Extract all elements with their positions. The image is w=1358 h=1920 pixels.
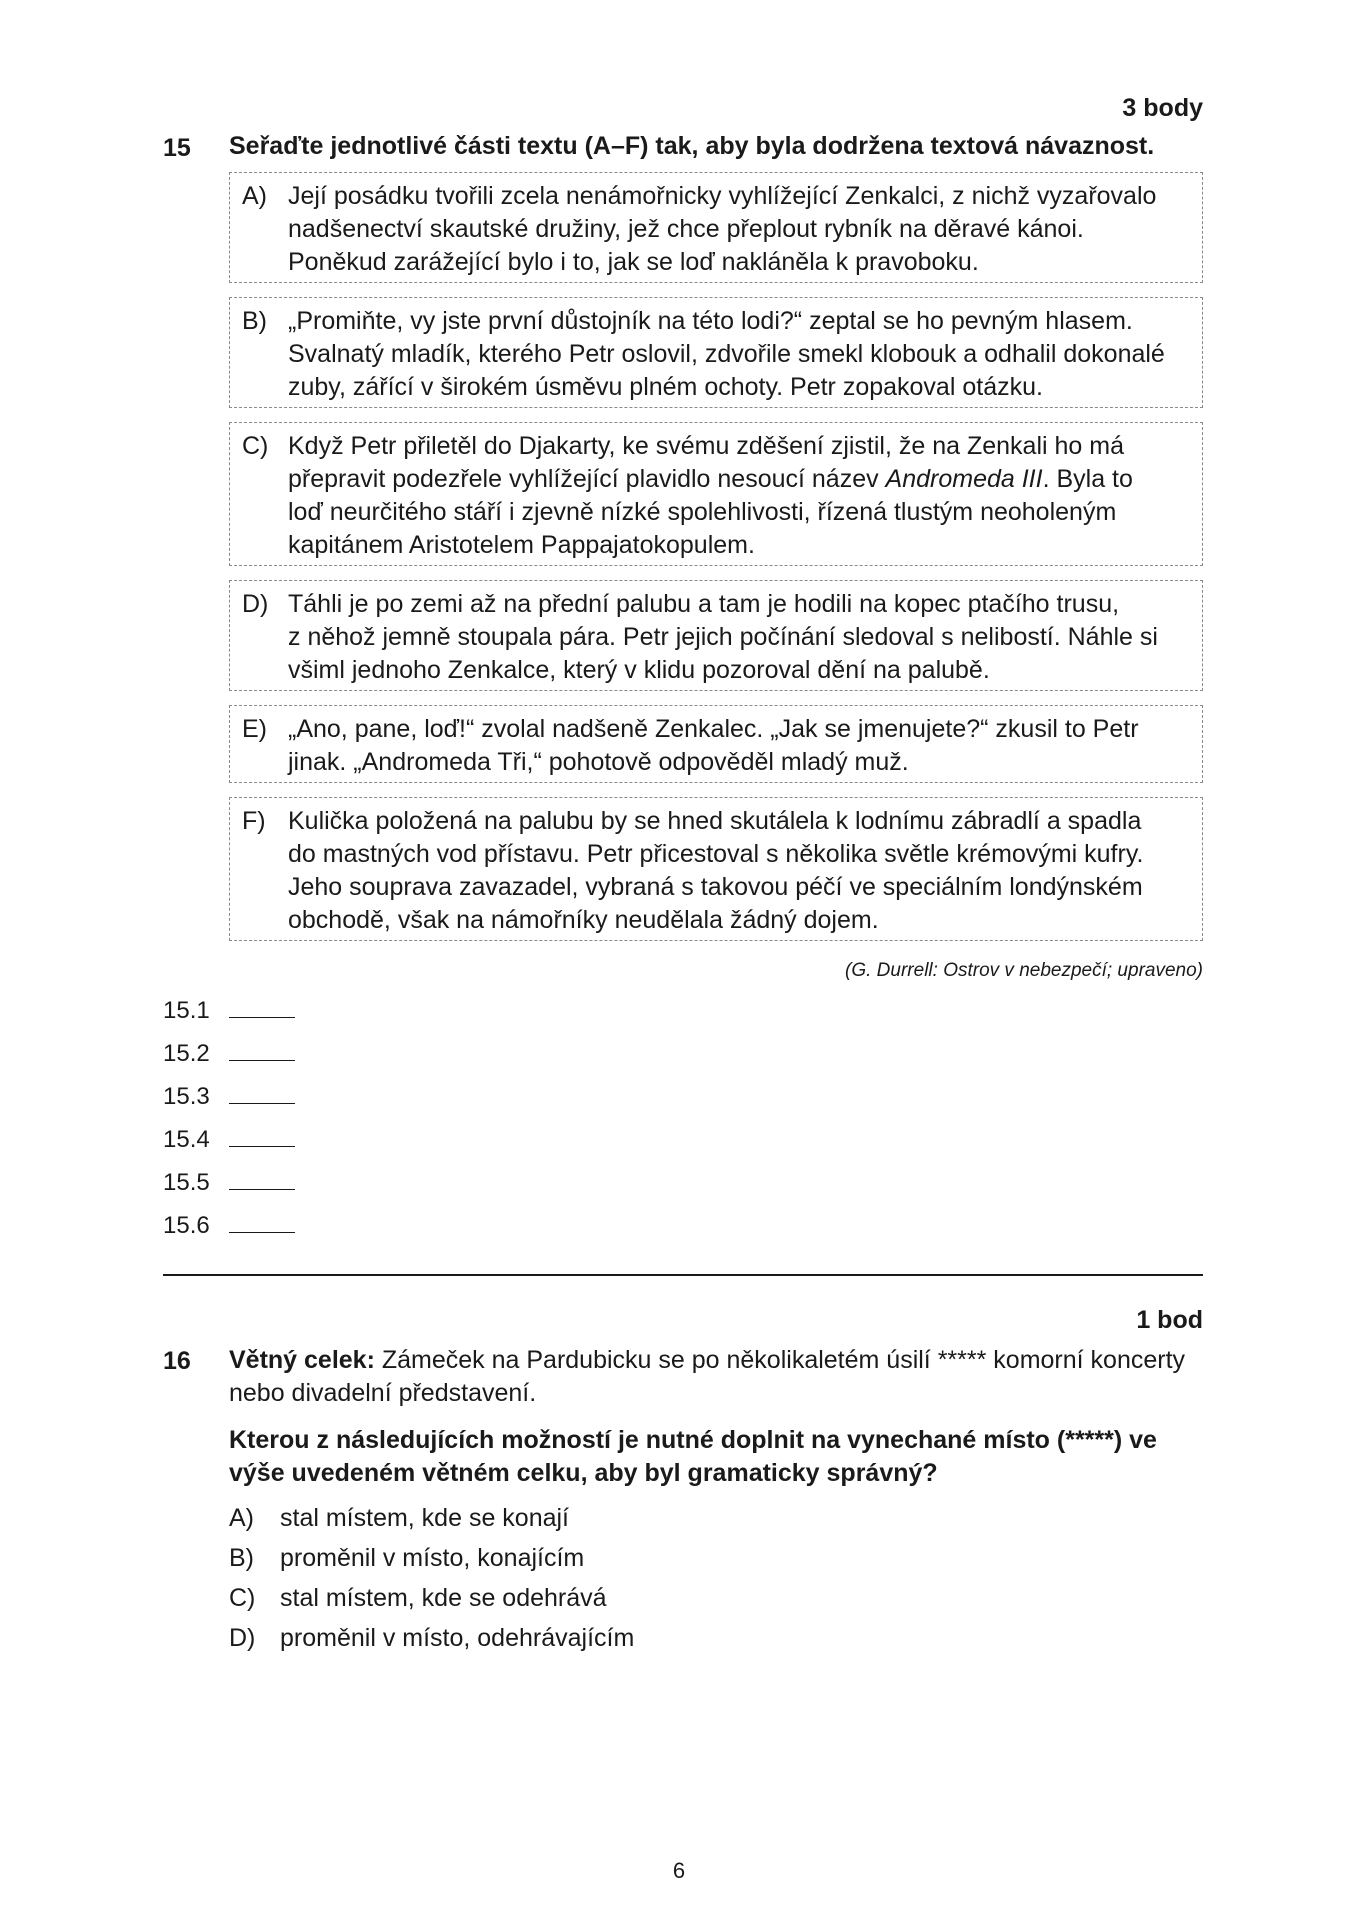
answer-row-15-4: [163, 1124, 295, 1154]
part-text: „Promiňte, vy jste první důstojník na této lodi?“ zeptal se ho pevným hlasem. Svalnatý mladík, kterého Petr oslovil, zdvořile smekl klobouk a odhalil dokonalé zuby, zářící v širokém úsměvu plném ochoty. Petr zopakoval otázku.: [288, 307, 1165, 401]
part-text: [288, 430, 1190, 562]
answer-label: 15.6: [163, 1212, 210, 1239]
part-letter: E): [242, 715, 267, 743]
stem-text: Zámeček na Pardubicku se po několikaletém úsilí ***** komorní koncerty nebo divadelní představení.: [229, 1346, 1186, 1407]
answer-row-15-3: [163, 1081, 295, 1111]
option-d[interactable]: [229, 1624, 634, 1658]
option-letter: A): [229, 1504, 254, 1532]
text-part-e: [229, 705, 1203, 783]
answer-blank[interactable]: [229, 1210, 295, 1233]
text-part-d: [229, 580, 1203, 691]
answer-blank[interactable]: [229, 1167, 295, 1190]
option-b[interactable]: [229, 1544, 584, 1578]
answer-blank[interactable]: [229, 995, 295, 1018]
part-letter: C): [242, 432, 269, 460]
q16-points: 1 bod: [1136, 1306, 1203, 1334]
stem-label: Větný celek:: [229, 1346, 375, 1374]
answer-label: 15.2: [163, 1040, 210, 1067]
answer-row-15-2: [163, 1038, 295, 1068]
option-text: stal místem, kde se odehrává: [280, 1584, 607, 1612]
option-a[interactable]: [229, 1504, 569, 1538]
ship-name: Andromeda III: [885, 465, 1043, 493]
option-letter: D): [229, 1624, 256, 1652]
q15-title: Seřaďte jednotlivé části textu (A–F) tak, aby byla dodržena textová návaznost.: [229, 132, 1155, 160]
answer-label: 15.4: [163, 1126, 210, 1153]
part-text: Táhli je po zemi až na přední palubu a tam je hodili na kopec ptačího trusu, z něhož jemně stoupala pára. Petr jejich počínání sledoval s nelibostí. Náhle si všiml jednoho Zenkalce, který v klidu pozoroval dění na palubě.: [288, 590, 1158, 684]
part-text-end: . Byla to loď neurčitého stáří i zjevně nízké spolehlivosti, řízená tlustým neoholeným kapitánem Aristotelem Pappajatokopulem.: [288, 465, 1133, 559]
answer-row-15-1: [163, 995, 295, 1025]
option-text: stal místem, kde se konají: [280, 1504, 570, 1532]
text-part-a: [229, 172, 1203, 283]
section-divider: [163, 1274, 1203, 1276]
q15-number: 15: [163, 134, 191, 162]
answer-label: 15.3: [163, 1083, 210, 1110]
answer-label: 15.5: [163, 1169, 210, 1196]
q16-stem: [229, 1344, 1189, 1410]
answer-blank[interactable]: [229, 1038, 295, 1061]
page-number: 6: [672, 1858, 686, 1883]
part-text: Kulička položená na palubu by se hned skutálela k lodnímu zábradlí a spadla do mastných vod přístavu. Petr přicestoval s několika světle krémovými kufry. Jeho souprava zavazadel, vybraná s takovou péčí ve speciálním londýnském obchodě, však na námořníky neudělala žádný dojem.: [288, 807, 1144, 934]
option-letter: C): [229, 1584, 256, 1612]
q16-question: Kterou z následujících možností je nutné doplnit na vynechané místo (*****) ve výše uvedeném větném celku, aby byl gramaticky správný?: [229, 1426, 1157, 1487]
answer-label: 15.1: [163, 997, 210, 1024]
q15-points: 3 body: [1122, 94, 1203, 122]
part-text: „Ano, pane, loď!“ zvolal nadšeně Zenkalec. „Jak se jmenujete?“ zkusil to Petr jinak. „Andromeda Tři,“ pohotově odpověděl mladý muž.: [288, 715, 1139, 776]
option-text: proměnil v místo, odehrávajícím: [280, 1624, 635, 1652]
part-letter: F): [242, 807, 266, 835]
answer-row-15-6: [163, 1210, 295, 1240]
part-text-start: Když Petr přiletěl do Djakarty, ke svému zděšení zjistil, že na Zenkali ho má přepravit podezřele vyhlížející plavidlo nesoucí název: [288, 432, 1124, 493]
answer-blank[interactable]: [229, 1081, 295, 1104]
part-letter: B): [242, 307, 267, 335]
part-letter: A): [242, 182, 267, 210]
source-citation: (G. Durrell: Ostrov v nebezpečí; upraveno): [845, 960, 1203, 981]
part-letter: D): [242, 590, 269, 618]
option-c[interactable]: [229, 1584, 607, 1618]
part-text: Její posádku tvořili zcela nenámořnicky vyhlížející Zenkalci, z nichž vyzařovalo nadšenectví skautské družiny, jež chce přeplout rybník na děravé kánoi. Poněkud zarážející bylo i to, jak se loď nakláněla k pravoboku.: [288, 182, 1157, 276]
answer-row-15-5: [163, 1167, 295, 1197]
q16-number: 16: [163, 1347, 191, 1375]
text-part-b: [229, 297, 1203, 408]
text-part-f: [229, 797, 1203, 941]
option-text: proměnil v místo, konajícím: [280, 1544, 585, 1572]
option-letter: B): [229, 1544, 254, 1572]
answer-blank[interactable]: [229, 1124, 295, 1147]
text-part-c: [229, 422, 1203, 566]
